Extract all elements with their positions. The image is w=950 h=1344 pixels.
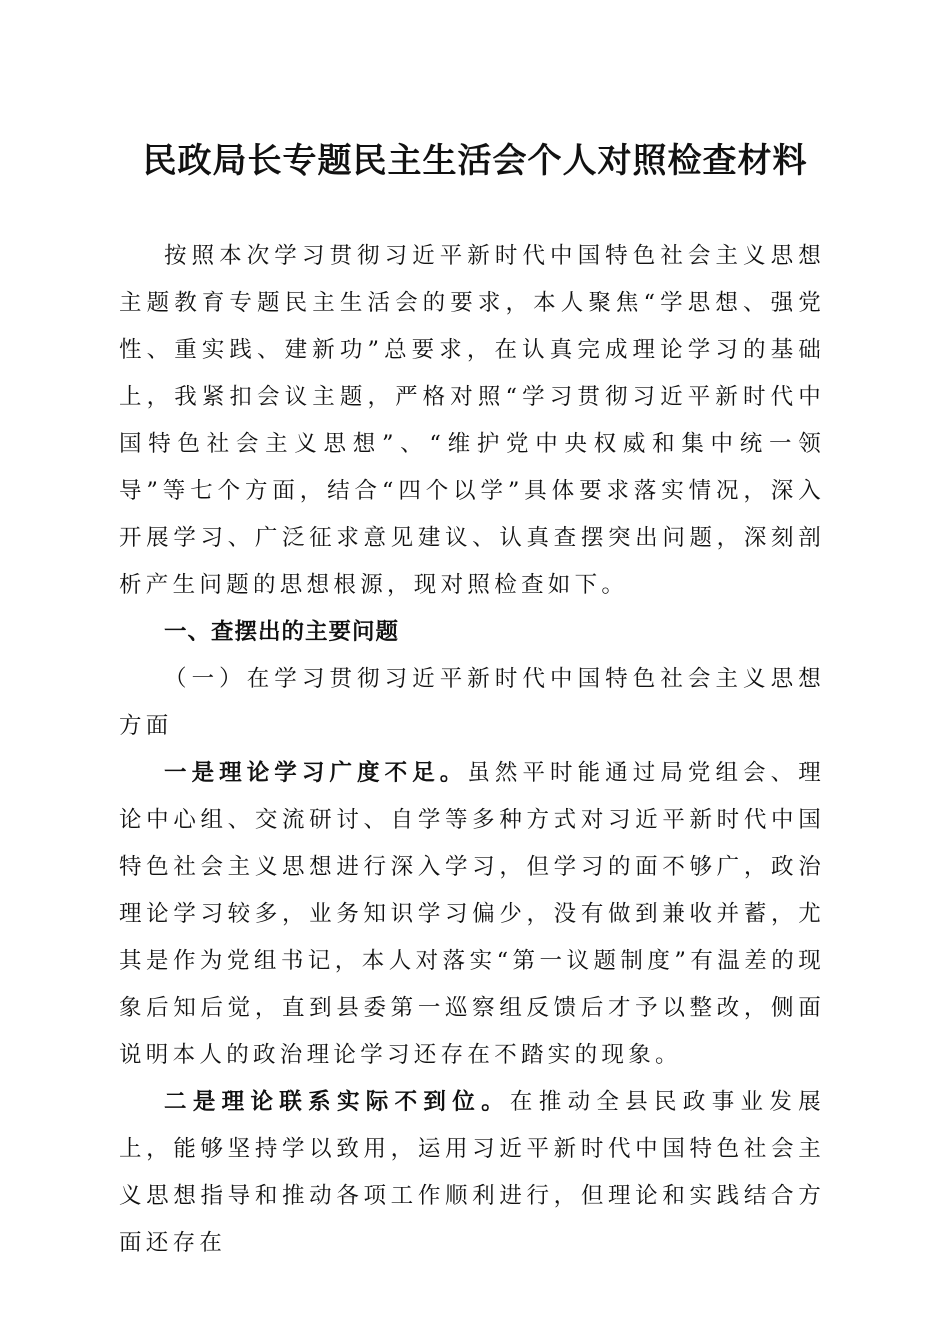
point-1-lead: 一是理论学习广度不足。 bbox=[164, 760, 468, 786]
document-body bbox=[119, 233, 825, 1267]
subsection-heading: （一）在学习贯彻习近平新时代中国特色社会主义思想方面 bbox=[119, 666, 825, 739]
point-1-text: 虽然平时能通过局党组会、理论中心组、交流研讨、自学等多种方式对习近平新时代中国特色社会主义思想进行深入学习，但学习的面不够广，政治理论学习较多，业务知识学习偏少，没有做到兼收并蓄，尤其是作为党组书记，本人对落实“第一议题制度”有温差的现象后知后觉，直到县委第一巡察组反馈后才予以整改，侧面说明本人的政治理论学习还存在不踏实的现象。 bbox=[119, 760, 825, 1068]
section-heading: 一、查摆出的主要问题 bbox=[164, 619, 400, 645]
intro-paragraph: 按照本次学习贯彻习近平新时代中国特色社会主义思想主题教育专题民主生活会的要求，本人聚焦“学思想、强党性、重实践、建新功”总要求，在认真完成理论学习的基础上，我紧扣会议主题，严格对照“学习贯彻习近平新时代中国特色社会主义思想”、“维护党中央权威和集中统一领导”等七个方面，结合“四个以学”具体要求落实情况，深入开展学习、广泛征求意见建议、认真查摆突出问题，深刻剖析产生问题的思想根源，现对照检查如下。 bbox=[119, 243, 825, 598]
point-2-paragraph bbox=[119, 1079, 825, 1267]
point-2-lead: 二是理论联系实际不到位。 bbox=[164, 1089, 510, 1115]
point-1-paragraph bbox=[119, 750, 825, 1079]
document-title: 民政局长专题民主生活会个人对照检查材料 bbox=[142, 141, 808, 181]
point-2-text: 在推动全县民政事业发展上，能够坚持学以致用，运用习近平新时代中国特色社会主义思想指导和推动各项工作顺利进行，但理论和实践结合方面还存在 bbox=[119, 1089, 825, 1256]
